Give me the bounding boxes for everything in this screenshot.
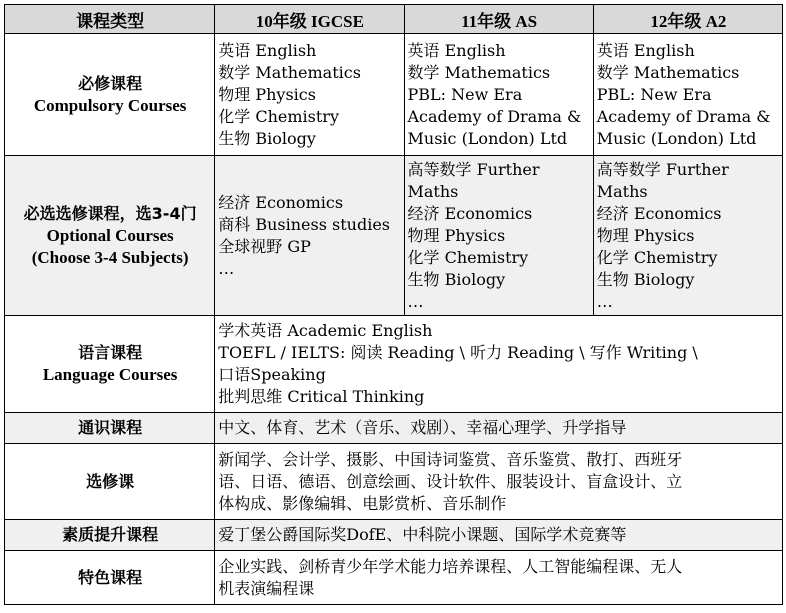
header-grade-12: 12年级 A2: [593, 5, 782, 34]
list-item: PBL: New Era: [596, 84, 712, 104]
special-content: [215, 551, 783, 605]
label-language: [5, 316, 215, 413]
list-item: 批判思维 Critical Thinking: [218, 387, 425, 406]
label-general-zh: 通识课程: [78, 418, 143, 437]
list-item: 中文、体育、艺术（音乐、戏剧）、幸福心理学、升学指导: [218, 418, 627, 437]
quality-content: [215, 520, 783, 551]
optional-grade-11: [404, 156, 593, 316]
list-item: Maths: [596, 181, 648, 201]
label-quality-zh: 素质提升课程: [62, 525, 159, 544]
list-item: 物理 Physics: [407, 225, 506, 245]
list-item: 生物 Biology: [596, 269, 695, 289]
row-elective: [5, 444, 783, 520]
list-item: Academy of Drama &: [596, 106, 771, 126]
list-item: 化学 Chemistry: [407, 247, 529, 267]
list-item: …: [596, 291, 613, 311]
general-content: [215, 413, 783, 444]
list-item: 经济 Economics: [407, 203, 533, 223]
header-row: [5, 5, 783, 34]
list-item: …: [407, 291, 424, 311]
row-general: [5, 413, 783, 444]
list-item: 化学 Chemistry: [596, 247, 718, 267]
label-language-en: Language Courses: [42, 365, 178, 384]
label-compulsory: [5, 34, 215, 156]
optional-grade-10: [215, 156, 404, 316]
label-optional-en-sub: (Choose 3-4 Subjects): [31, 247, 189, 267]
list-item: 经济 Economics: [218, 192, 344, 212]
list-item: 机表演编程课: [218, 578, 315, 598]
label-special-zh: 特色课程: [78, 567, 143, 587]
header-course-type: 课程类型: [5, 5, 215, 34]
label-optional-en: Optional Courses: [46, 225, 174, 245]
row-optional: [5, 156, 783, 316]
label-compulsory-zh: 必修课程: [78, 73, 143, 93]
list-item: 体构成、影像编辑、电影赏析、音乐制作: [218, 493, 507, 513]
row-special: [5, 551, 783, 605]
list-item: 数学 Mathematics: [596, 62, 740, 82]
list-item: 高等数学 Further: [407, 159, 540, 179]
list-item: Maths: [407, 181, 459, 201]
header-grade-11: 11年级 AS: [404, 5, 593, 34]
list-item: Music (London) Ltd: [596, 128, 757, 148]
label-quality: [5, 520, 215, 551]
row-language: [5, 316, 783, 413]
compulsory-grade-12: [593, 34, 782, 156]
row-quality: [5, 520, 783, 551]
curriculum-table: [4, 4, 783, 605]
list-item: 数学 Mathematics: [407, 62, 551, 82]
compulsory-grade-11: [404, 34, 593, 156]
language-content: [215, 316, 783, 413]
label-optional: [5, 156, 215, 316]
list-item: 化学 Chemistry: [218, 106, 339, 126]
label-general: [5, 413, 215, 444]
label-compulsory-en: Compulsory Courses: [33, 95, 187, 115]
optional-grade-12: [593, 156, 782, 316]
label-special: [5, 551, 215, 605]
list-item: 学术英语 Academic English: [218, 321, 433, 340]
list-item: 经济 Economics: [596, 203, 722, 223]
list-item: 物理 Physics: [218, 84, 316, 104]
list-item: 新闻学、会计学、摄影、中国诗词鉴赏、音乐鉴赏、散打、西班牙: [218, 449, 683, 469]
label-language-zh: 语言课程: [78, 343, 143, 362]
list-item: Music (London) Ltd: [407, 128, 568, 148]
list-item: 语、日语、德语、创意绘画、设计软件、服装设计、盲盒设计、立: [218, 471, 683, 491]
list-item: 高等数学 Further: [596, 159, 729, 179]
compulsory-grade-10: [215, 34, 404, 156]
list-item: 英语 English: [218, 40, 317, 60]
list-item: 数学 Mathematics: [218, 62, 361, 82]
header-grade-10: 10年级 IGCSE: [215, 5, 404, 34]
label-elective: [5, 444, 215, 520]
list-item: 英语 English: [596, 40, 695, 60]
list-item: 生物 Biology: [218, 128, 316, 148]
list-item: 全球视野 GP: [218, 236, 311, 256]
list-item: 口语Speaking: [218, 365, 326, 384]
elective-content: [215, 444, 783, 520]
row-compulsory: [5, 34, 783, 156]
list-item: TOEFL / IELTS: 阅读 Reading \ 听力 Reading \ 写作 Writing \: [218, 343, 698, 362]
list-item: 英语 English: [407, 40, 506, 60]
list-item: 企业实践、剑桥青少年学术能力培养课程、人工智能编程课、无人: [218, 556, 683, 576]
list-item: 生物 Biology: [407, 269, 506, 289]
list-item: PBL: New Era: [407, 84, 523, 104]
list-item: 物理 Physics: [596, 225, 695, 245]
list-item: 商科 Business studies: [218, 214, 391, 234]
list-item: Academy of Drama &: [407, 106, 582, 126]
list-item: 爱丁堡公爵国际奖DofE、中科院小课题、国际学术竞赛等: [218, 525, 627, 544]
label-optional-zh: 必选选修课程，选3-4门: [23, 203, 197, 223]
label-elective-zh: 选修课: [86, 471, 135, 491]
list-item: …: [218, 258, 235, 278]
